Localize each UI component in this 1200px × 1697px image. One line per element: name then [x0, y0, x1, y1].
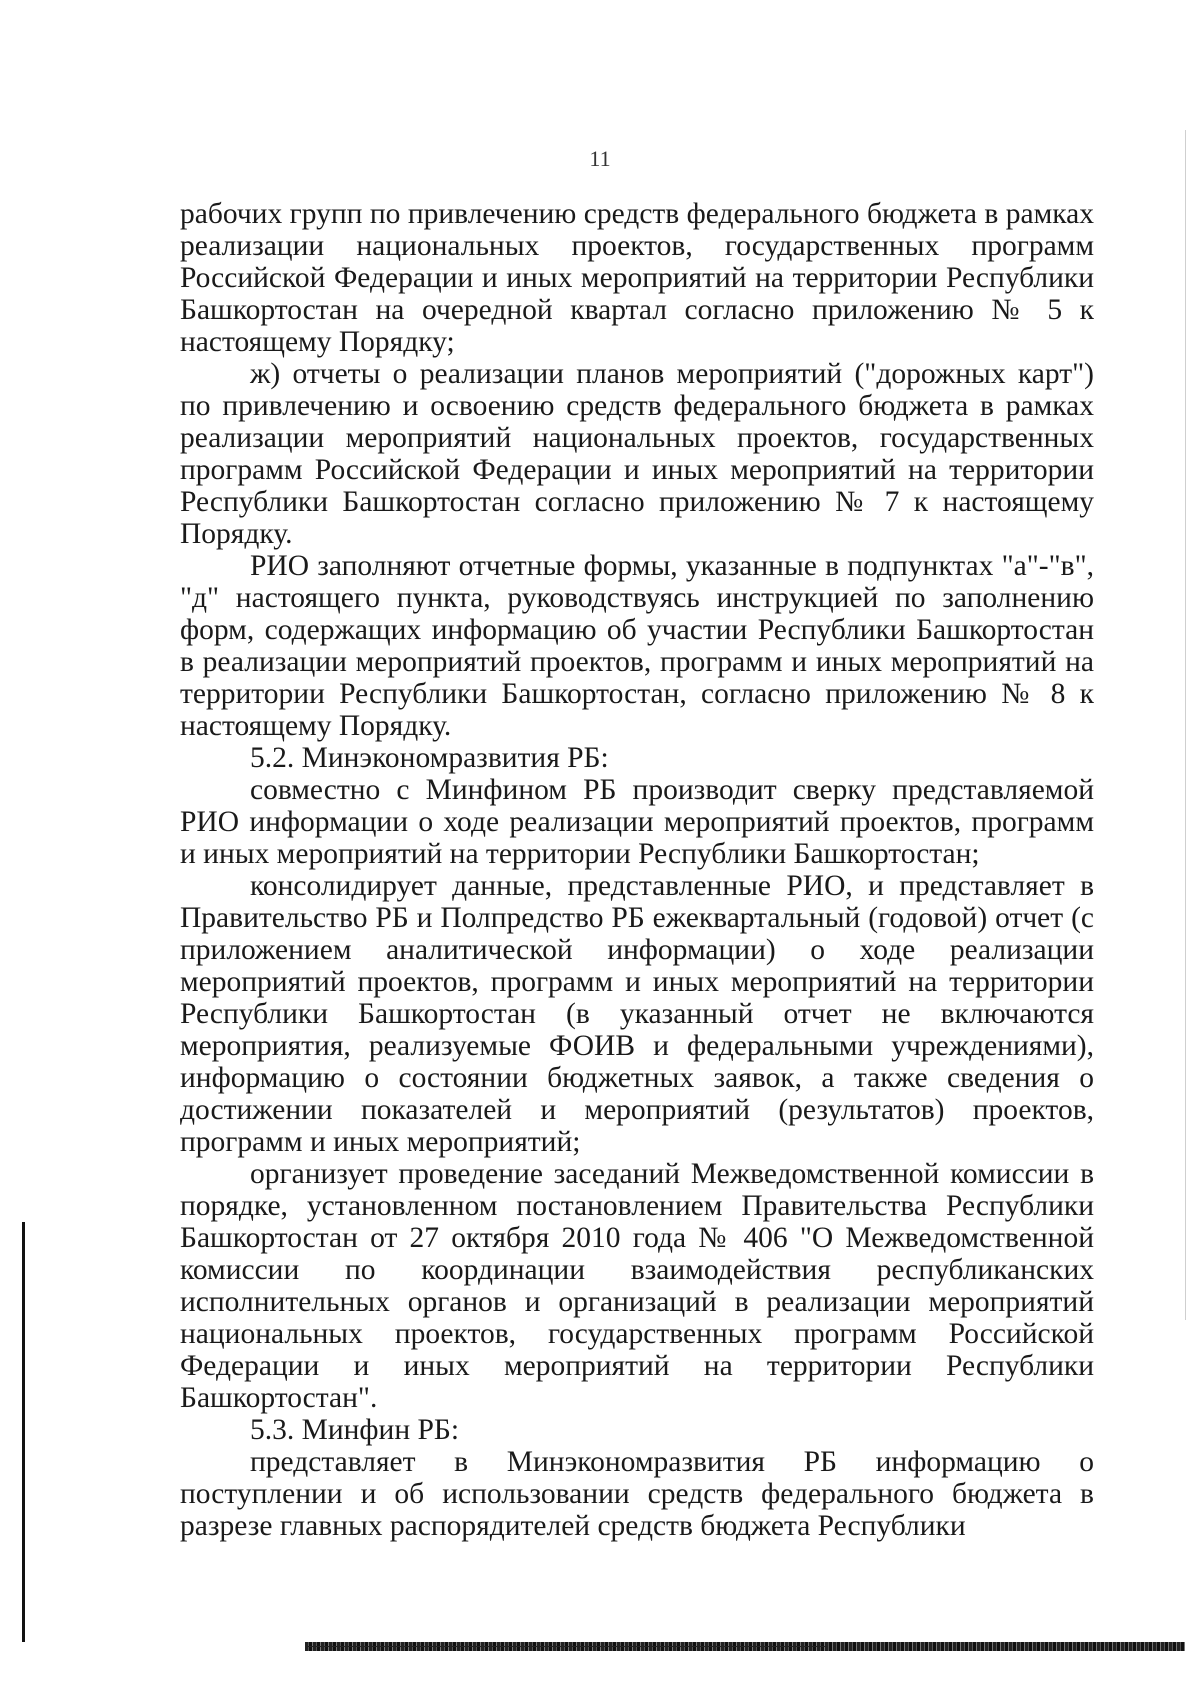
scan-edge-left: [22, 1222, 25, 1642]
scan-edge-right: [1185, 130, 1186, 1320]
section-heading-5-3: 5.3. Минфин РБ:: [250, 1414, 460, 1446]
scan-edge-bottom: [305, 1642, 1185, 1651]
paragraph-item-zh: ж) отчеты о реализации планов мероприятий ("дорожных карт") по привлечению и освоению средств федерального бюджета в рамках реализации мероприятий национальных проектов, государственных программ Российской Федерации и иных мероприятий на территории Республики Башкортостан согласно приложению № 7 к настоящему Порядку.: [180, 358, 1094, 550]
paragraph-minfin-info: представляет в Минэкономразвития РБ информацию о поступлении и об использовании средств федерального бюджета в разрезе главных распорядителей средств бюджета Республики: [180, 1446, 1094, 1542]
paragraph-rio-forms: РИО заполняют отчетные формы, указанные в подпунктах "а"-"в", "д" настоящего пункта, руководствуясь инструкцией по заполнению форм, содержащих информацию об участии Республики Башкортостан в реализации мероприятий проектов, программ и иных мероприятий на территории Республики Башкортостан, согласно приложению № 8 к настоящему Порядку.: [180, 550, 1094, 742]
section-heading-5-2: 5.2. Минэкономразвития РБ:: [250, 742, 609, 774]
paragraph-commission: организует проведение заседаний Межведомственной комиссии в порядке, установленном постановлением Правительства Республики Башкортостан от 27 октября 2010 года № 406 "О Межведомственной комиссии по координации взаимодействия республиканских исполнительных органов и организаций в реализации мероприятий национальных проектов, государственных программ Российской Федерации и иных мероприятий на территории Республики Башкортостан".: [180, 1158, 1094, 1414]
paragraph-reconciliation: совместно с Минфином РБ производит сверку представляемой РИО информации о ходе реализации мероприятий проектов, программ и иных мероприятий на территории Республики Башкортостан;: [180, 774, 1094, 870]
page-number: 11: [589, 146, 611, 171]
paragraph-continuation: рабочих групп по привлечению средств федерального бюджета в рамках реализации национальных проектов, государственных программ Российской Федерации и иных мероприятий на территории Республики Башкортостан на очередной квартал согласно приложению № 5 к настоящему Порядку;: [180, 198, 1094, 358]
document-body: [180, 198, 1094, 1542]
paragraph-consolidates: консолидирует данные, представленные РИО, и представляет в Правительство РБ и Полпредство РБ ежеквартальный (годовой) отчет (с приложением аналитической информации) о ходе реализации мероприятий проектов, программ и иных мероприятий на территории Республики Башкортостан (в указанный отчет не включаются мероприятия, реализуемые ФОИВ и федеральными учреждениями), информацию о состоянии бюджетных заявок, а также сведения о достижении показателей и мероприятий (результатов) проектов, программ и иных мероприятий;: [180, 870, 1094, 1158]
